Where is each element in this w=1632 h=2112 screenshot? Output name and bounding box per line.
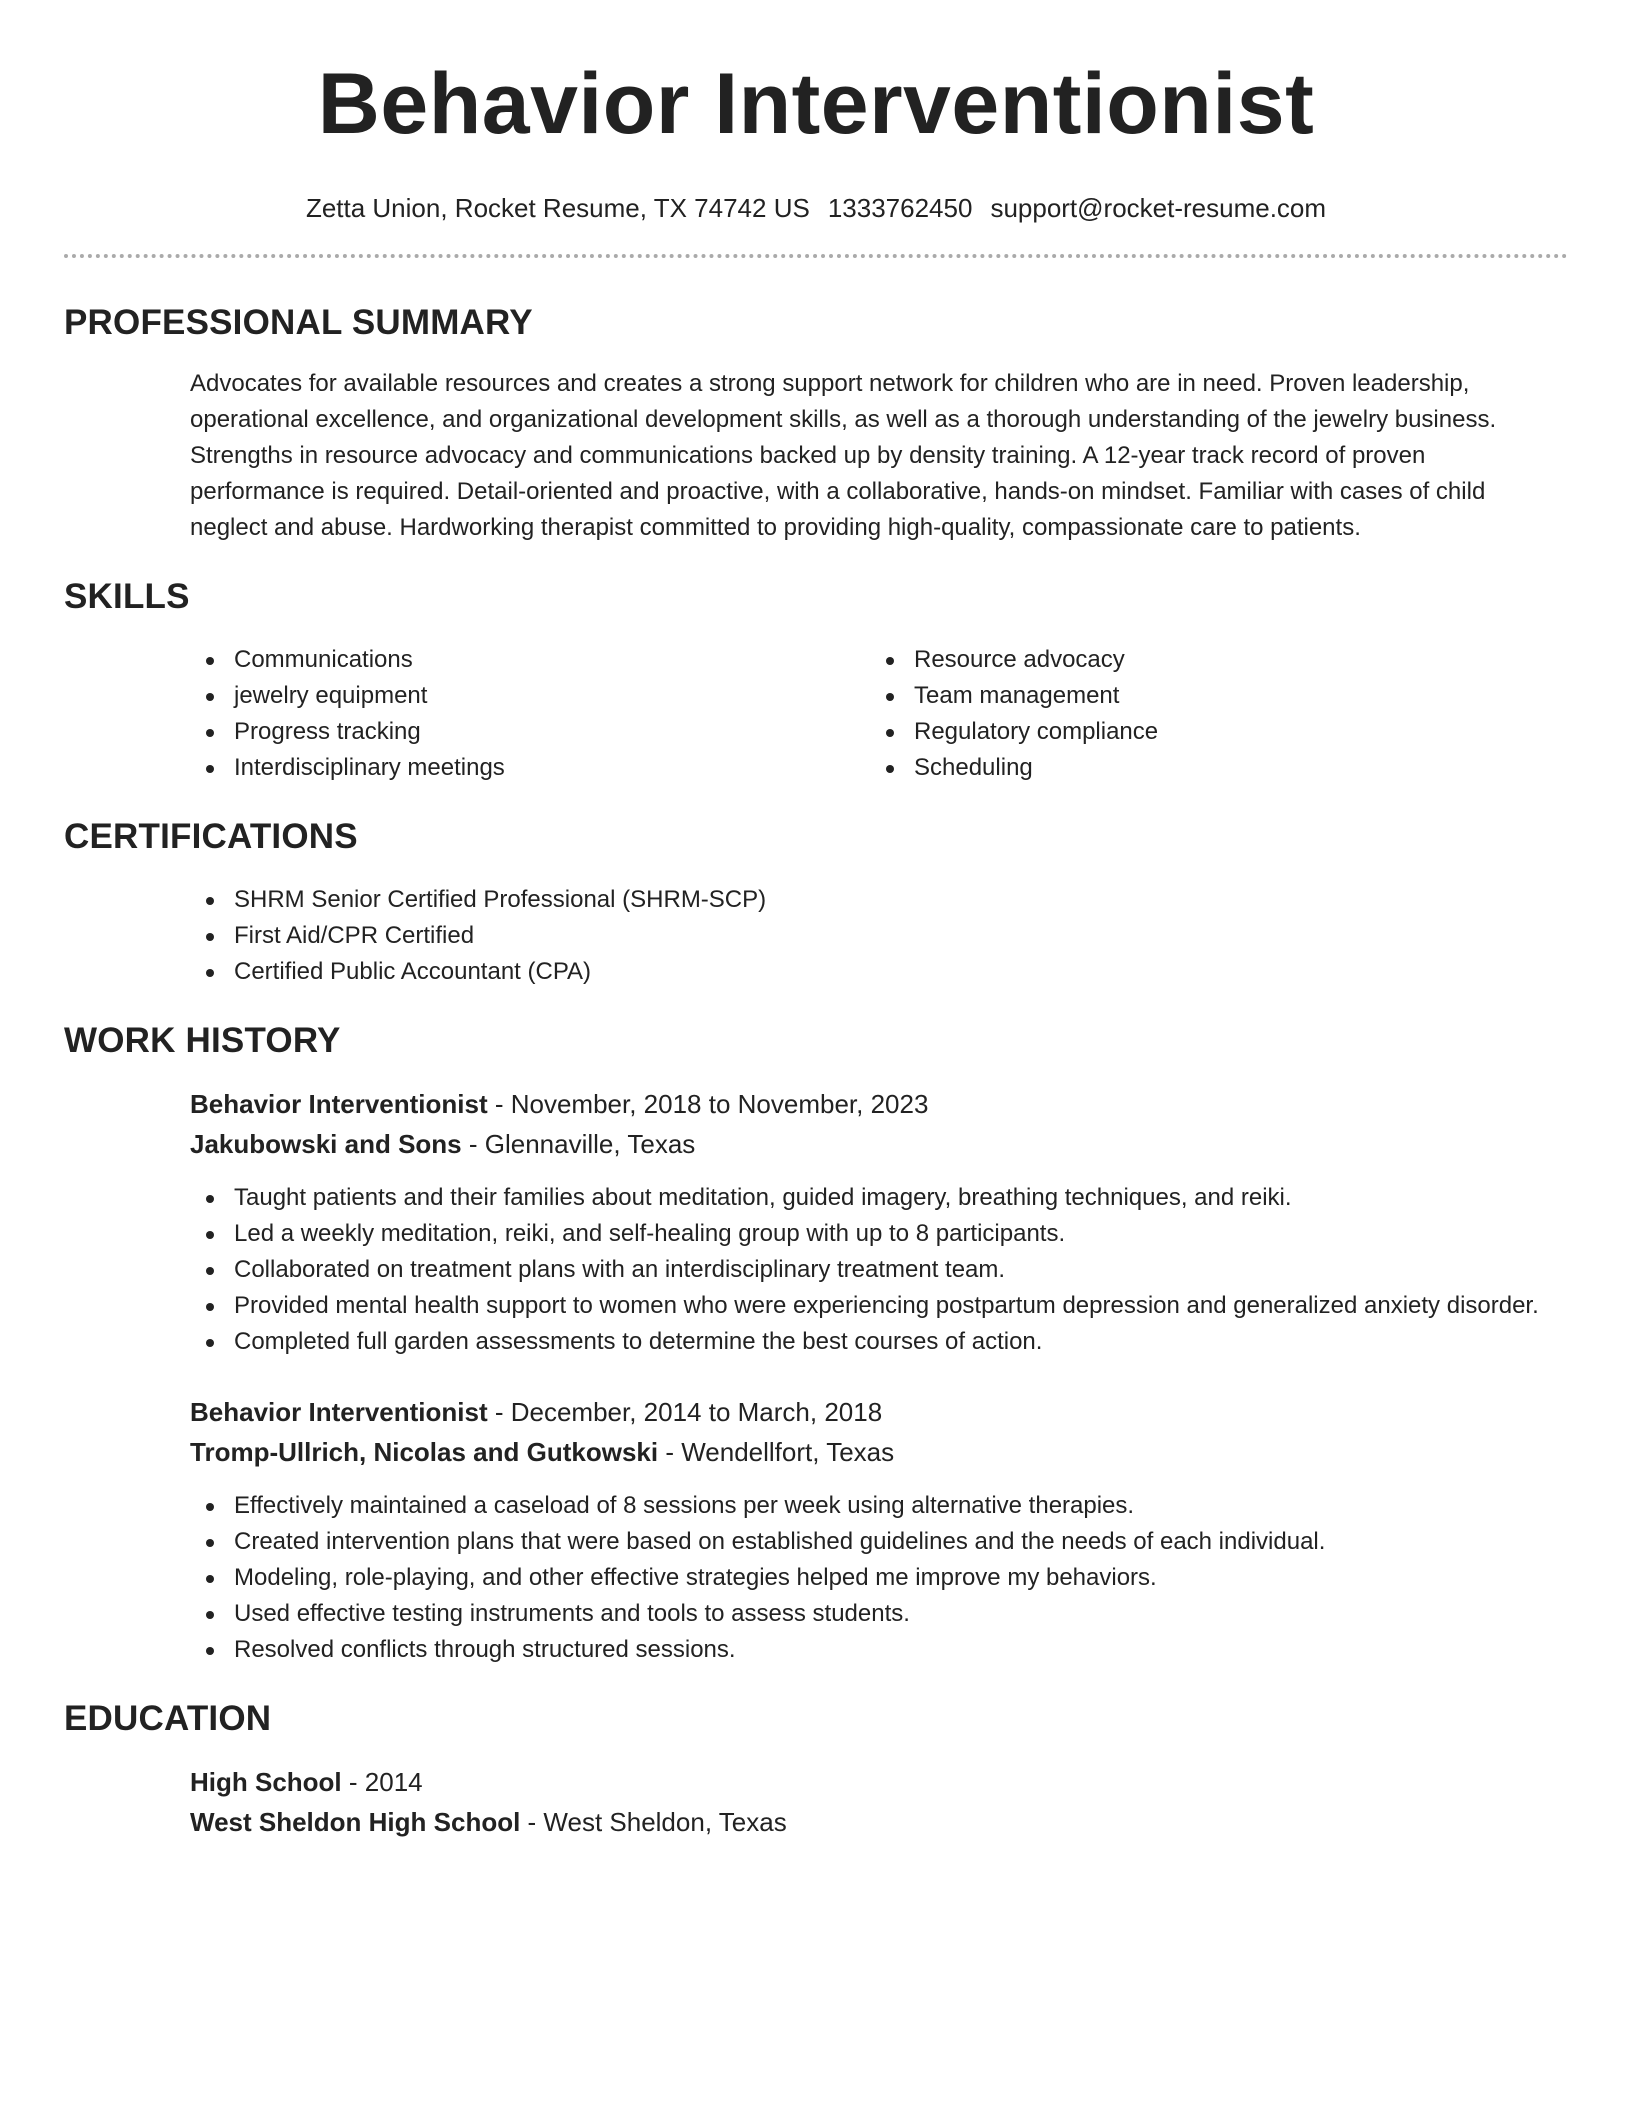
skills-section [64,576,1568,786]
education-degree-line [190,1762,1568,1802]
job-company: Tromp-Ullrich, Nicolas and Gutkowski [190,1437,659,1467]
education-location: - West Sheldon, Texas [520,1807,787,1837]
job-company-line [190,1124,1568,1164]
job-location: - Wendellfort, Texas [658,1437,895,1467]
job-title-line [190,1084,1568,1124]
job-duty: Used effective testing instruments and tools to assess students. [234,1596,1568,1632]
certification-item: SHRM Senior Certified Professional (SHRM-SCP) [234,882,1568,918]
skill-item: jewelry equipment [234,678,870,714]
skill-item: Interdisciplinary meetings [234,750,870,786]
summary-heading: PROFESSIONAL SUMMARY [64,303,533,342]
certification-item: First Aid/CPR Certified [234,918,1568,954]
job-duty: Collaborated on treatment plans with an interdisciplinary treatment team. [234,1252,1568,1288]
certifications-heading: CERTIFICATIONS [64,817,358,856]
skills-list-left [190,642,870,786]
education-school-line [190,1802,1568,1842]
summary-text: Advocates for available resources and creates a strong support network for children who are in need. Proven leadership, operational excellence, and organizational development skills, as well as a thorough understanding of the jewelry business. Strengths in resource advocacy and communications backed up by density training. A 12-year track record of proven performance is required. Detail-oriented and proactive, with a collaborative, hands-on mindset. Familiar with cases of child neglect and abuse. Hardworking therapist committed to providing high-quality, compassionate care to patients. [190,370,1497,541]
skills-heading: SKILLS [64,577,190,616]
education-section [64,1698,1568,1842]
skill-item: Regulatory compliance [914,714,1550,750]
job-location: - Glennaville, Texas [461,1129,696,1159]
candidate-name: Behavior Interventionist [317,56,1315,152]
education-year: - 2014 [341,1767,423,1797]
skill-item: Communications [234,642,870,678]
education-heading: EDUCATION [64,1699,272,1738]
job-duty: Provided mental health support to women who were experiencing postpartum depression and generalized anxiety disorder. [234,1288,1568,1324]
skill-item: Resource advocacy [914,642,1550,678]
work-history-section [64,1020,1568,1668]
education-school: West Sheldon High School [190,1807,521,1837]
skill-item: Scheduling [914,750,1550,786]
job-duty: Resolved conflicts through structured sessions. [234,1632,1568,1668]
job-duties-list [190,1488,1568,1668]
summary-section [64,302,1568,546]
contact-address: Zetta Union, Rocket Resume, TX 74742 US [305,193,810,223]
job-duty: Effectively maintained a caseload of 8 sessions per week using alternative therapies. [234,1488,1568,1524]
skills-list-right [870,642,1550,786]
contact-email: support@rocket-resume.com [990,193,1327,223]
skill-item: Team management [914,678,1550,714]
job-duties-list [190,1180,1568,1360]
job-dates: - November, 2018 to November, 2023 [487,1089,929,1119]
job-company: Jakubowski and Sons [190,1129,462,1159]
job-duty: Taught patients and their families about meditation, guided imagery, breathing techniques, and reiki. [234,1180,1568,1216]
work-history-heading: WORK HISTORY [64,1021,341,1060]
job-role: Behavior Interventionist [190,1089,488,1119]
job-title-line [190,1392,1568,1432]
education-degree: High School [190,1767,342,1797]
job-role: Behavior Interventionist [190,1397,488,1427]
job-company-line [190,1432,1568,1472]
job-dates: - December, 2014 to March, 2018 [487,1397,883,1427]
certifications-list [190,882,1568,990]
skill-item: Progress tracking [234,714,870,750]
header-divider [64,254,1568,258]
job-duty: Created intervention plans that were based on established guidelines and the needs of each individual. [234,1524,1568,1560]
skills-grid [190,642,1568,786]
job-duty: Completed full garden assessments to determine the best courses of action. [234,1324,1568,1360]
job-entry [190,1392,1568,1668]
contact-line [64,192,1568,224]
certifications-section [64,816,1568,990]
certification-item: Certified Public Accountant (CPA) [234,954,1568,990]
job-entry [190,1084,1568,1360]
job-duty: Led a weekly meditation, reiki, and self-healing group with up to 8 participants. [234,1216,1568,1252]
contact-phone: 1333762450 [827,193,973,223]
job-duty: Modeling, role-playing, and other effective strategies helped me improve my behaviors. [234,1560,1568,1596]
